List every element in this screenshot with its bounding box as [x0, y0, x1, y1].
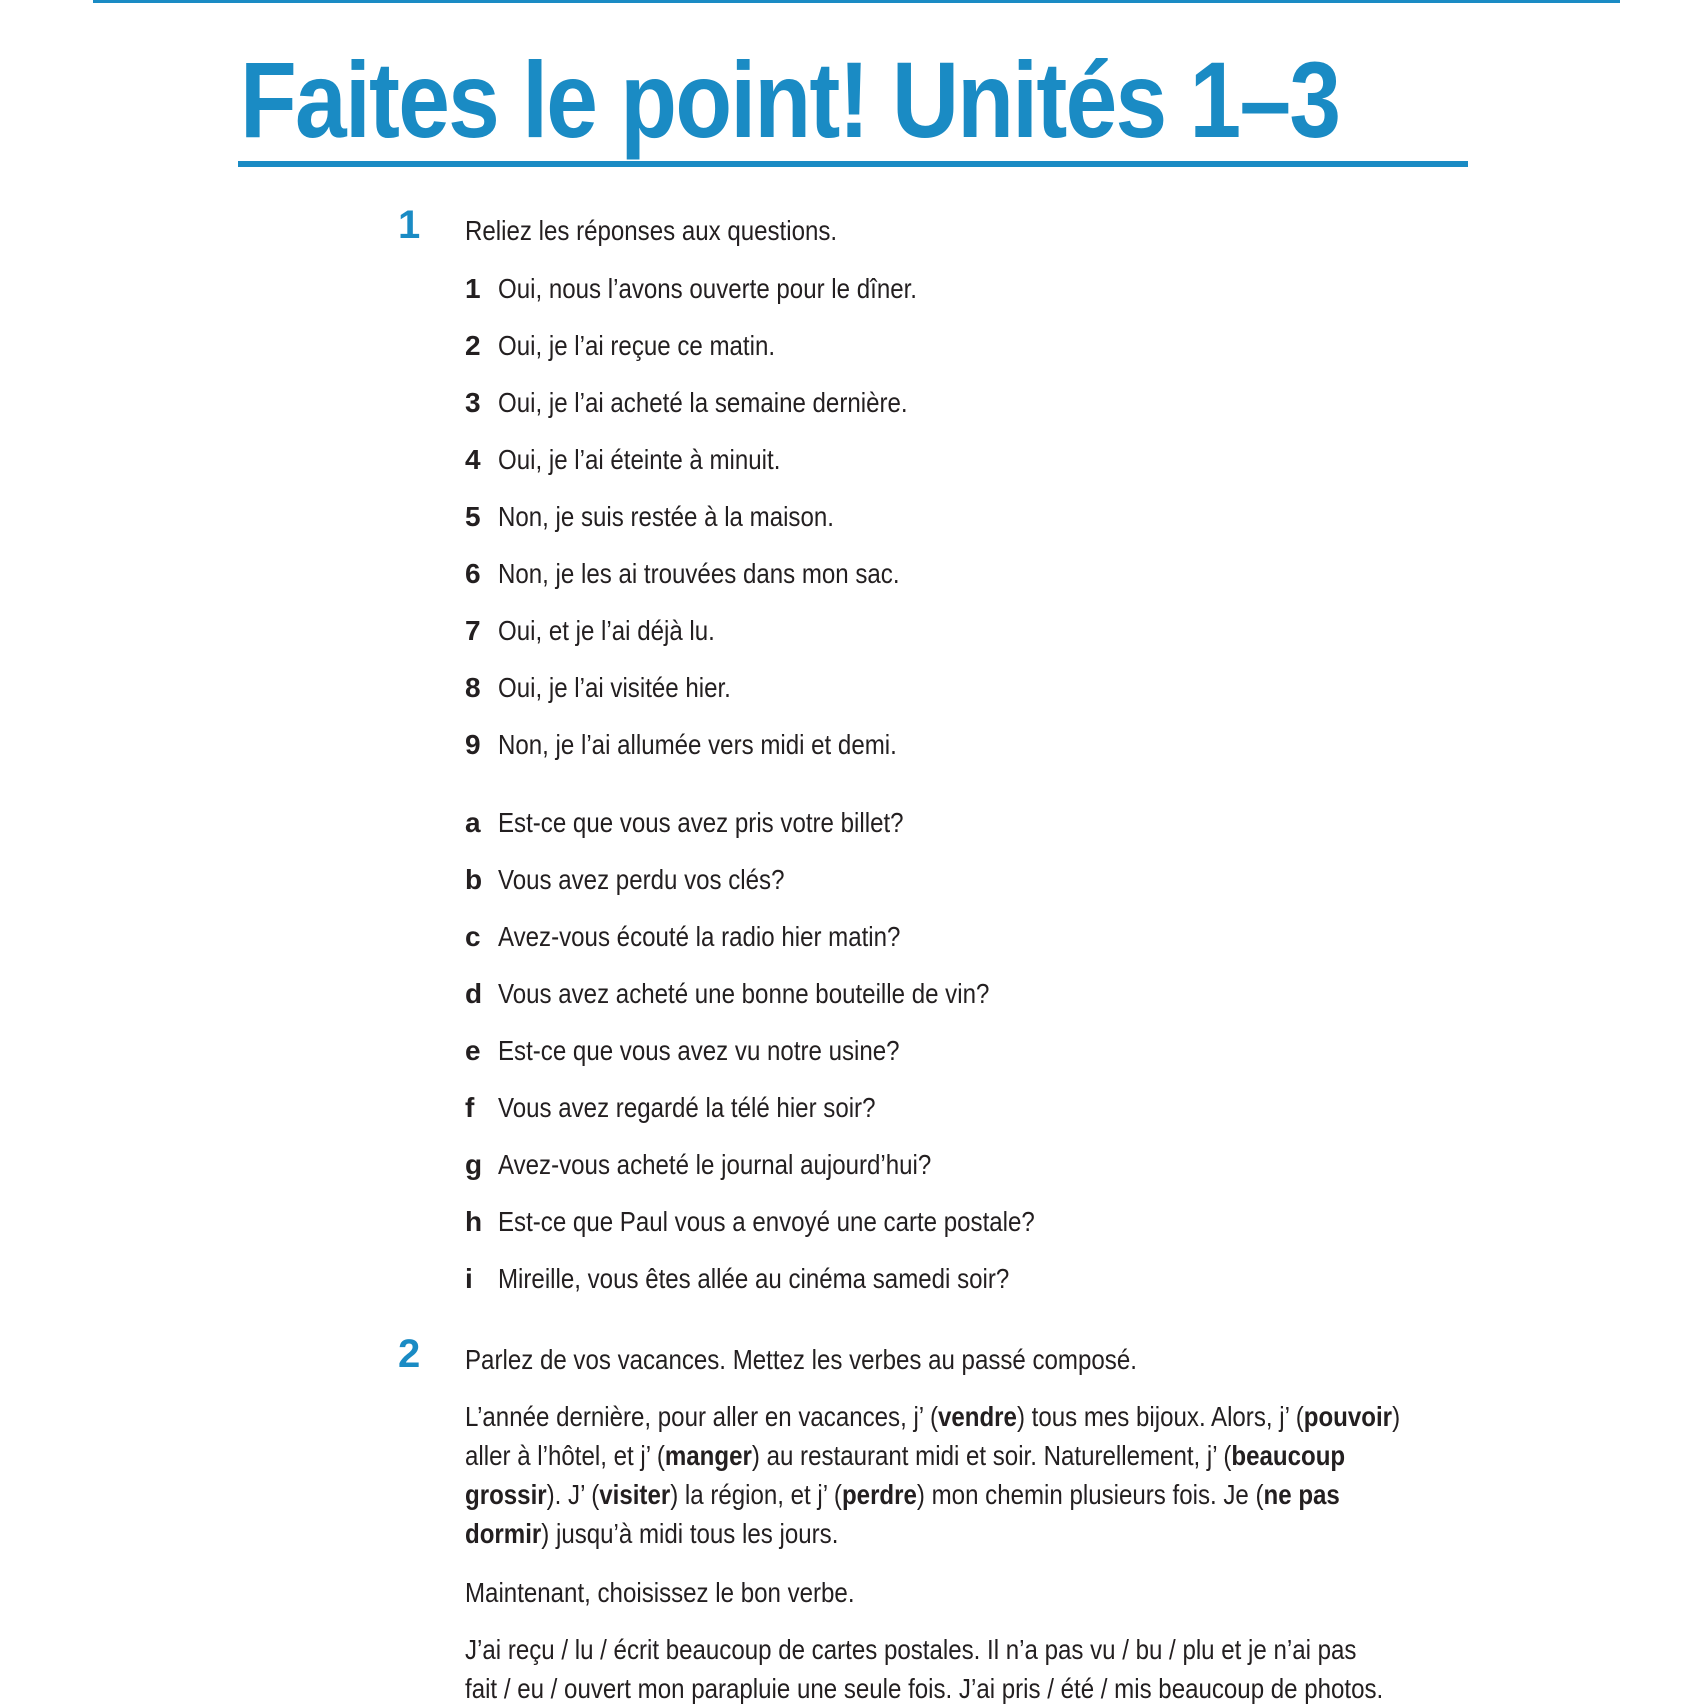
- answer-item-text: Oui, je l’ai acheté la semaine dernière.: [498, 387, 908, 418]
- passage2-line-1: J’ai reçu / lu / écrit beaucoup de cartes postales. Il n’a pas vu / bu / plu et je n’ai pas: [465, 1634, 1357, 1665]
- question-item-text: Avez-vous acheté le journal aujourd’hui?: [498, 1149, 932, 1180]
- question-item-text: Mireille, vous êtes allée au cinéma samedi soir?: [498, 1263, 1010, 1294]
- question-item-key: e: [465, 1035, 481, 1066]
- question-item-text: Est-ce que vous avez vu notre usine?: [498, 1035, 900, 1066]
- answer-item-key: 1: [465, 273, 481, 304]
- question-item-text: Avez-vous écouté la radio hier matin?: [498, 921, 901, 952]
- title-underline: [238, 161, 1468, 167]
- answer-item-text: Oui, et je l’ai déjà lu.: [498, 615, 715, 646]
- exercise-2-number: 2: [398, 1332, 421, 1376]
- page-title: Faites le point! Unités 1–3: [240, 39, 1340, 160]
- question-item-key: b: [465, 864, 483, 895]
- answer-item-key: 6: [465, 558, 481, 589]
- exercise-1-instruction: Reliez les réponses aux questions.: [465, 215, 838, 246]
- answer-item-key: 8: [465, 672, 481, 703]
- question-item-text: Est-ce que Paul vous a envoyé une carte postale?: [498, 1206, 1035, 1237]
- question-item-key: a: [465, 807, 481, 838]
- answer-item-text: Oui, je l’ai visitée hier.: [498, 672, 731, 703]
- passage-line-3: grossir). J’ (visiter) la région, et j’ (perdre) mon chemin plusieurs fois. Je (ne pas: [465, 1479, 1340, 1510]
- answer-item-key: 3: [465, 387, 481, 418]
- question-item-key: f: [465, 1092, 475, 1123]
- answer-item-key: 9: [465, 729, 481, 760]
- answer-item-text: Oui, nous l’avons ouverte pour le dîner.: [498, 273, 917, 304]
- passage-line-2: aller à l’hôtel, et j’ (manger) au restaurant midi et soir. Naturellement, j’ (beaucoup: [465, 1440, 1346, 1471]
- answer-item-key: 5: [465, 501, 481, 532]
- answer-item-text: Non, je les ai trouvées dans mon sac.: [498, 558, 900, 589]
- top-rule: [93, 0, 1620, 3]
- question-item-key: c: [465, 921, 481, 952]
- question-item-key: g: [465, 1149, 483, 1180]
- exercise-2-passage-2: [465, 1630, 1465, 1707]
- answer-item-text: Oui, je l’ai éteinte à minuit.: [498, 444, 781, 475]
- question-item-key: d: [465, 978, 483, 1009]
- passage2-line-2: fait / eu / ouvert mon parapluie une seule fois. J’ai pris / été / mis beaucoup de photos.: [465, 1673, 1384, 1704]
- question-item-key: i: [465, 1263, 473, 1294]
- exercise-2-instruction-2: Maintenant, choisissez le bon verbe.: [465, 1577, 855, 1608]
- passage-line-1: L’année dernière, pour aller en vacances, j’ (vendre) tous mes bijoux. Alors, j’ (pouvoir): [465, 1401, 1401, 1432]
- answer-item-key: 4: [465, 444, 481, 475]
- exercise-2-instruction: Parlez de vos vacances. Mettez les verbes au passé composé.: [465, 1344, 1137, 1375]
- answer-item-key: 2: [465, 330, 481, 361]
- answer-item-key: 7: [465, 615, 481, 646]
- question-item-text: Vous avez perdu vos clés?: [498, 864, 785, 895]
- answer-item-text: Non, je l’ai allumée vers midi et demi.: [498, 729, 897, 760]
- passage-line-4: dormir) jusqu’à midi tous les jours.: [465, 1518, 839, 1549]
- question-item-text: Vous avez regardé la télé hier soir?: [498, 1092, 876, 1123]
- question-item-key: h: [465, 1206, 483, 1237]
- question-item-text: Vous avez acheté une bonne bouteille de vin?: [498, 978, 990, 1009]
- answer-item-text: Non, je suis restée à la maison.: [498, 501, 834, 532]
- question-item-text: Est-ce que vous avez pris votre billet?: [498, 807, 904, 838]
- exercise-2-passage: [465, 1397, 1465, 1553]
- exercise-1-number: 1: [398, 203, 421, 247]
- answer-item-text: Oui, je l’ai reçue ce matin.: [498, 330, 776, 361]
